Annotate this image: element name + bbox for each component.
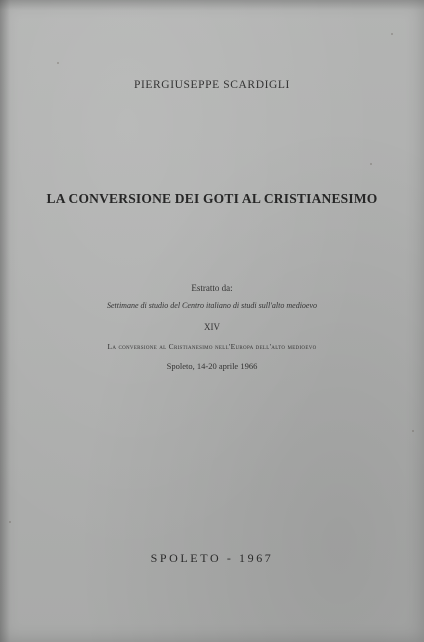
page-edge-shadow-top <box>0 0 424 10</box>
paper-speck <box>9 521 11 523</box>
series-title: Settimane di studio del Centro italiano di studi sull'alto medioevo <box>106 301 318 310</box>
offprint-label: Estratto da: <box>191 283 233 293</box>
publisher-imprint: SPOLETO - 1967 <box>150 551 274 565</box>
author-name: PIERGIUSEPPE SCARDIGLI <box>133 79 290 91</box>
paper-speck <box>57 62 59 64</box>
conference-title: La conversione al Cristianesimo nell'Europa dell'alto medioevo <box>107 342 317 351</box>
paper-speck <box>370 163 372 165</box>
volume-number: XIV <box>204 322 220 332</box>
conference-dates: Spoleto, 14-20 aprile 1966 <box>166 361 258 371</box>
book-title: LA CONVERSIONE DEI GOTI AL CRISTIANESIMO <box>46 191 378 206</box>
paper-speck <box>391 33 393 35</box>
page-edge-shadow-left <box>0 0 10 642</box>
paper-speck <box>412 430 414 432</box>
